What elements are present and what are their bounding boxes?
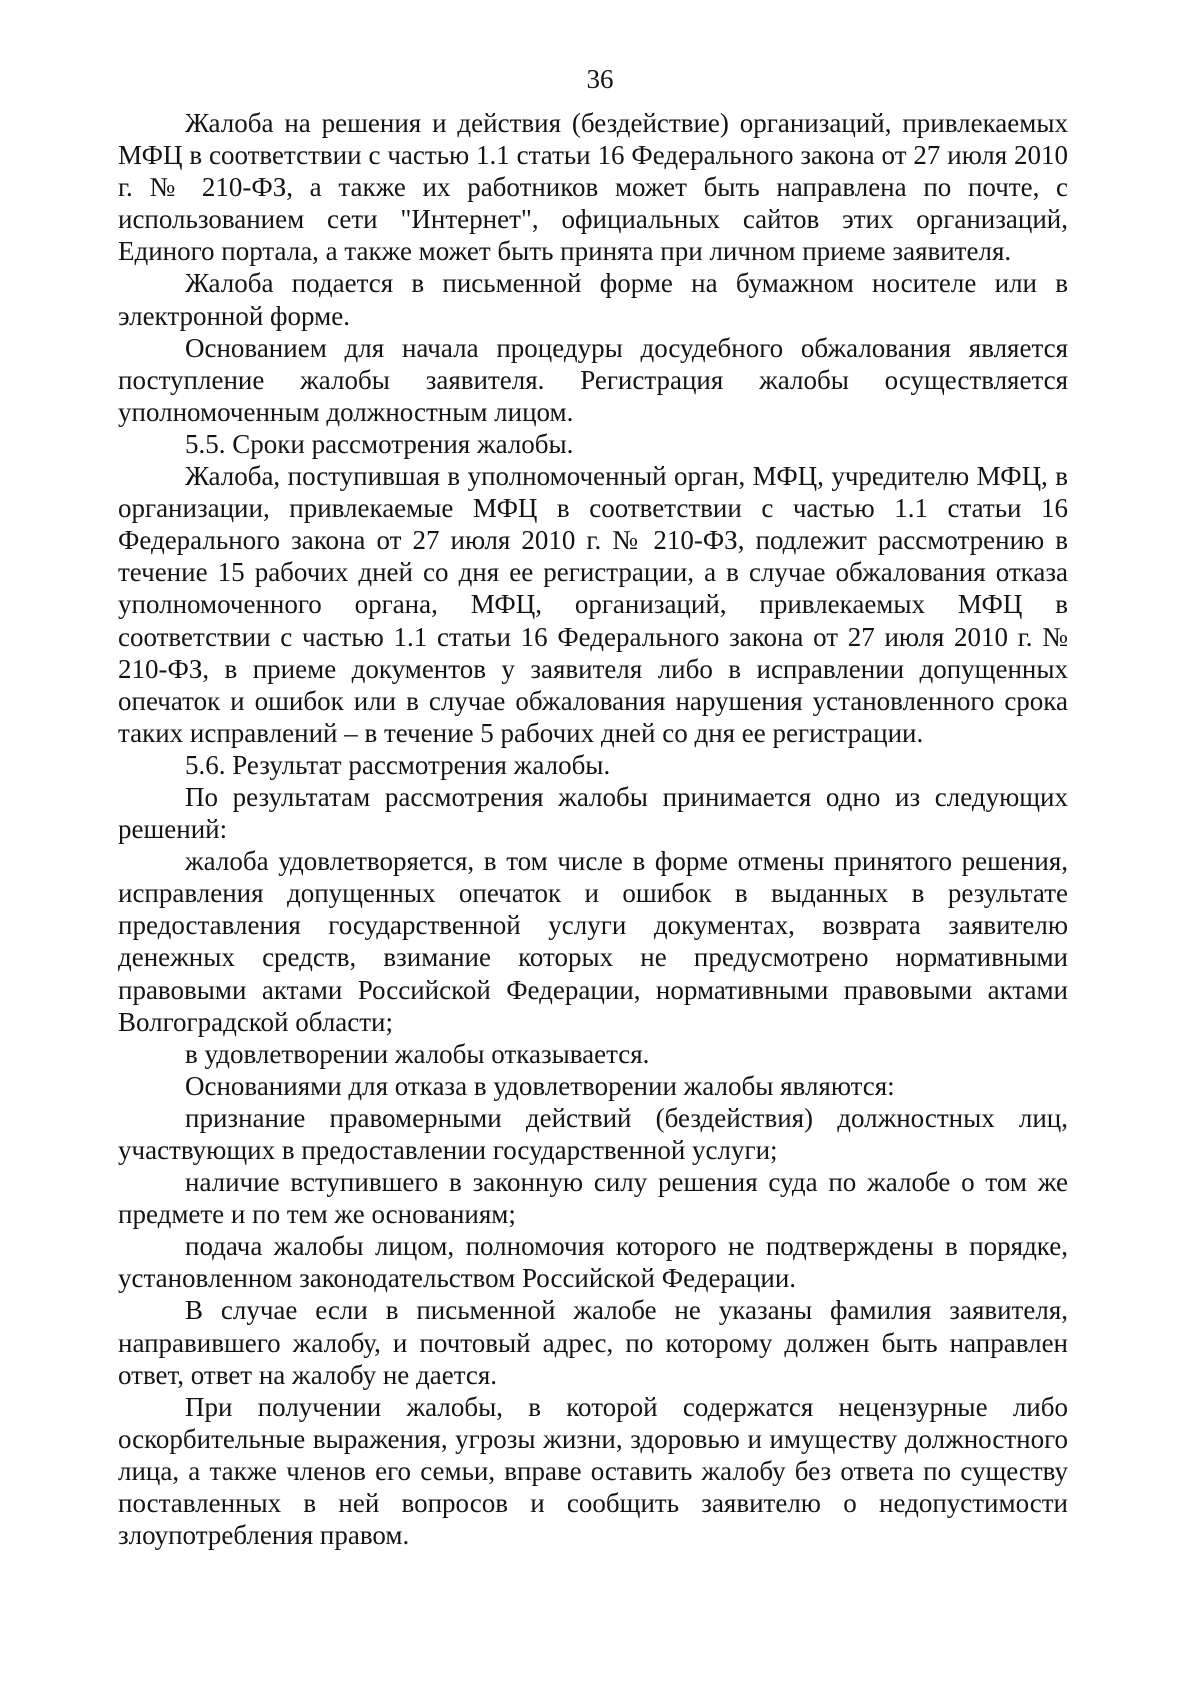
paragraph-no-answer-case: В случае если в письменной жалобе не указаны фамилия заявителя, направившего жалобу, и почтовый адрес, по которому должен быть направлен ответ, ответ на жалобу не дается. [118,1295,1068,1390]
paragraph-complaint-refused: в удовлетворении жалобы отказывается. [185,1038,650,1069]
paragraph-review-terms: Жалоба, поступившая в уполномоченный орган, МФЦ, учредителю МФЦ, в организации, привлекаемые МФЦ в соответствии с частью 1.1 статьи 16 Федерального закона от 27 июля 2010 г. № 210-ФЗ, подлежит рассмотрению в течение 15 рабочих дней со дня ее регистрации, а в случае обжалования отказа уполномоченного органа, МФЦ, организаций, привлекаемых МФЦ в соответствии с частью 1.1 статьи 16 Федерального закона от 27 июля 2010 г. № 210-ФЗ, в приеме документов у заявителя либо в исправлении допущенных опечаток и ошибок или в случае обжалования нарушения установленного срока таких исправлений – в течение 5 рабочих дней со дня ее регистрации. [118,461,1068,748]
paragraph-refusal-ground-no-authority: подача жалобы лицом, полномочия которого не подтверждены в порядке, установленном законодательством Российской Федерации. [118,1231,1068,1294]
paragraph-abusive-complaint: При получении жалобы, в которой содержатся нецензурные либо оскорбительные выражения, угрозы жизни, здоровью и имуществу должностного лица, а также членов его семьи, вправе оставить жалобу без ответа по существу поставленных в ней вопросов и сообщить заявителю о недопустимости злоупотребления правом. [118,1391,1068,1551]
paragraph-refusal-ground-court-decision: наличие вступившего в законную силу решения суда по жалобе о том же предмете и по тем же основаниям; [118,1167,1068,1230]
paragraph-complaint-satisfied: жалоба удовлетворяется, в том числе в форме отмены принятого решения, исправления допущенных опечаток и ошибок в выданных в результате предоставления государственной услуги документах, возврата заявителю денежных средств, взимание которых не предусмотрено нормативными правовыми актами Российской Федерации, нормативными правовыми актами Волгоградской области; [118,846,1068,1037]
section-heading-5-5: 5.5. Сроки рассмотрения жалобы. [185,428,574,459]
section-heading-5-6: 5.6. Результат рассмотрения жалобы. [185,749,611,780]
paragraph-review-results: По результатам рассмотрения жалобы принимается одно из следующих решений: [118,781,1068,845]
paragraph-refusal-ground-lawful-actions: признание правомерными действий (бездействия) должностных лиц, участвующих в предоставлении государственной услуги; [118,1102,1068,1165]
page-number: 36 [586,64,614,94]
paragraph-refusal-grounds: Основаниями для отказа в удовлетворении жалобы являются: [185,1070,895,1101]
paragraph-complaint-submission: Жалоба на решения и действия (бездействие) организаций, привлекаемых МФЦ в соответствии с частью 1.1 статьи 16 Федерального закона от 27 июля 2010 г. № 210-ФЗ, а также их работников может быть направлена по почте, с использованием сети "Интернет", официальных сайтов этих организаций, Единого портала, а также может быть принята при личном приеме заявителя. [118,108,1068,267]
paragraph-procedure-basis: Основанием для начала процедуры досудебного обжалования является поступление жалобы заявителя. Регистрация жалобы осуществляется уполномоченным должностным лицом. [118,332,1068,427]
document-body [118,107,1068,1551]
paragraph-complaint-form: Жалоба подается в письменной форме на бумажном носителе или в электронной форме. [118,268,1068,331]
